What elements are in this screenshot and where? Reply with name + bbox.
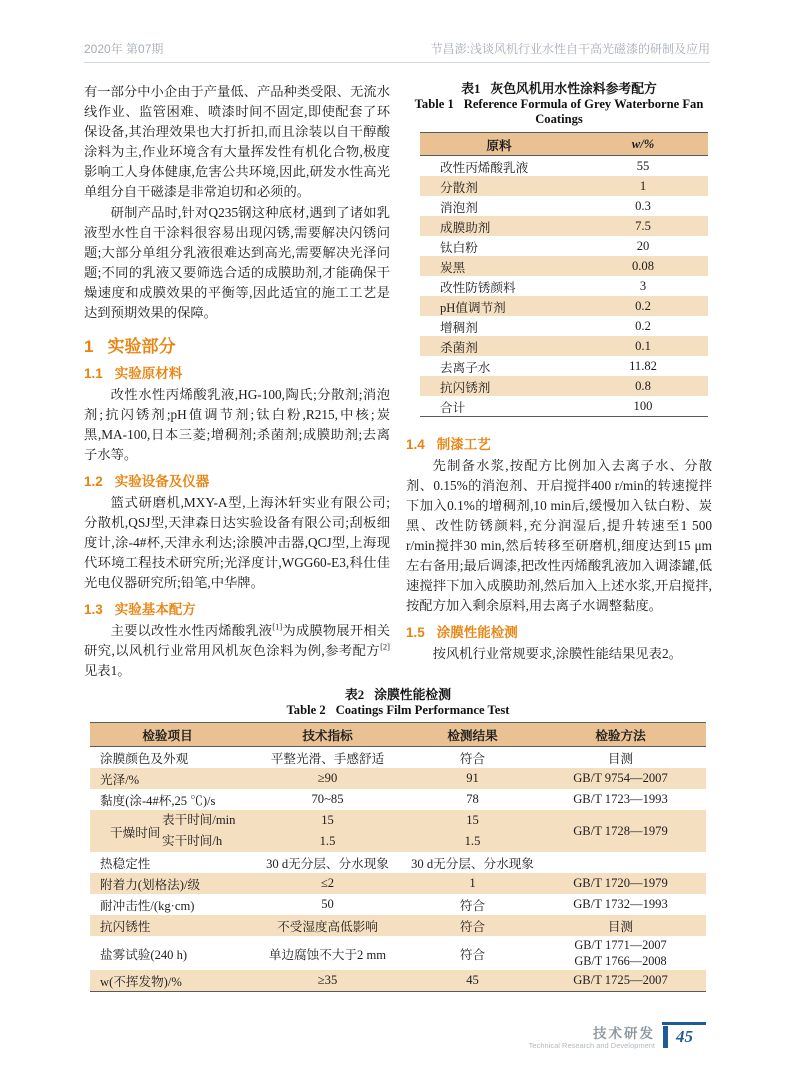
subsection-heading-1-2: 1.2 实验设备及仪器 <box>84 474 210 489</box>
citation-ref-1: [1] <box>272 621 283 632</box>
cell-material: pH值调节剂 <box>440 300 506 315</box>
performance-table-block <box>90 688 706 992</box>
table-row: 黏度(涂-4#杯,25 ℃)/s 70~85 78 GB/T 1723—1993 <box>100 792 668 808</box>
paragraph-testing: 按风机行业常规要求,涂膜性能结果见表2。 <box>432 646 682 661</box>
table-row <box>420 336 708 356</box>
table-row: 附着力(划格法)/级 ≤2 1 GB/T 1720—1979 <box>90 873 706 894</box>
table-row <box>420 156 708 176</box>
cell-value: 3 <box>639 278 647 293</box>
formula-table-header <box>420 133 708 156</box>
page-header <box>84 40 710 63</box>
cell-material: 成膜助剂 <box>440 220 491 235</box>
paragraph-materials: 改性水性丙烯酸乳液,HG-100,陶氏;分散剂;消泡剂;抗闪锈剂;pH值调节剂;钛白粉,R215,中核;炭黑,MA-100,日本三菱;增稠剂;杀菌剂;成膜助剂;去离子水等。 <box>84 387 390 462</box>
section-heading-1: 1 实验部分 <box>84 337 176 356</box>
body-columns <box>84 82 712 682</box>
performance-table-header <box>90 723 706 747</box>
paragraph-equipment: 篮式研磨机,MXY-A型,上海沐轩实业有限公司;分散机,QSJ型,天津森日达实验设备有限公司;刮板细度计,涂-4#杯,天津永利达;涂膜冲击器,QCJ型,上海现代环境工程技术研究所;光泽度计,WGG60-E3,科仕佳光电仪器研究所;铅笔,中华牌。 <box>84 495 390 590</box>
cell-material: 钛白粉 <box>440 240 478 255</box>
formula-table-body <box>420 156 708 416</box>
paragraph-formula: 主要以改性水性丙烯酸乳液[1]为成膜物展开相关研究,以风机行业常用风机灰色涂料为例,参考配方[2]见表1。 <box>84 621 391 678</box>
table-row-salt-spray: 盐雾试验(240 h) 单边腐蚀不大于2 mm 符合 GB/T 1771—2007 GB/T 1766—2008 <box>100 938 667 968</box>
cell-value: 0.08 <box>631 258 655 273</box>
column-header-weight-percent: w/% <box>631 136 655 151</box>
cell-material: 改性丙烯酸乳液 <box>440 160 529 175</box>
footer-section-label: 技术研发 <box>593 1026 655 1041</box>
page-number-frame <box>662 1022 706 1048</box>
table2-caption-cn: 表2 涂膜性能检测 <box>345 688 451 702</box>
formula-table <box>420 132 708 417</box>
cell-value: 0.8 <box>635 378 651 393</box>
table-row <box>420 396 708 416</box>
cell-material: 消泡剂 <box>440 200 478 215</box>
page-footer <box>0 1022 706 1051</box>
citation-ref-2: [2] <box>380 641 390 652</box>
table-row <box>420 176 708 196</box>
cell-material: 炭黑 <box>440 260 466 275</box>
table-row-drying-time: 干燥时间 表干时间/min 实干时间/h 15 1.5 15 1.5 GB/T 1728—1979 <box>90 810 706 852</box>
issue-label: 2020年 第07期 <box>84 42 164 56</box>
table-row <box>420 236 708 256</box>
table-row: 耐冲击性/(kg·cm) 50 符合 GB/T 1732—1993 <box>100 897 668 913</box>
cell-value: 55 <box>636 158 650 173</box>
table-row <box>420 296 708 316</box>
cell-value: 0.2 <box>635 298 651 313</box>
table-row <box>420 216 708 236</box>
paragraph-process: 先制备水浆,按配方比例加入去离子水、分散剂、0.15%的消泡剂、开启搅拌400 r/min的转速搅拌下加入0.1%的增稠剂,10 min后,缓慢加入钛白粉、炭黑、改性防锈颜料,充分润湿后,提升转速至1 500 r/min搅拌30 min,然后转移至研磨机,细度达到15 μm左右备用;最后调漆,把改性丙烯酸乳液加入调漆罐,低速搅拌下加入成膜助剂,然后加入上述水浆,开启搅拌,按配方加入剩余原料,用去离子水调整黏度。 <box>406 458 712 613</box>
subsection-heading-1-4: 1.4 制漆工艺 <box>406 437 491 452</box>
subsection-heading-1-3: 1.3 实验基本配方 <box>84 602 196 617</box>
column-header-material: 原料 <box>486 138 512 153</box>
cell-value: 7.5 <box>635 218 651 233</box>
cell-value: 100 <box>633 398 653 413</box>
cell-material: 增稠剂 <box>440 320 478 335</box>
column-header-item: 检验项目 <box>142 729 193 743</box>
cell-material: 去离子水 <box>440 360 491 375</box>
page-number: 45 <box>663 1026 706 1048</box>
cell-value: 1 <box>639 178 647 193</box>
table-row: 涂膜颜色及外观 平整光滑、手感舒适 符合 目测 <box>100 752 634 766</box>
table-row <box>420 276 708 296</box>
cell-material: 分散剂 <box>440 180 478 195</box>
running-title: 节昌澎:浅谈风机行业水性自干高光磁漆的研制及应用 <box>430 42 710 56</box>
table2-caption-en: Table 2 Coatings Film Performance Test <box>286 703 510 717</box>
drying-time-label: 干燥时间 <box>110 825 161 840</box>
table1-caption-en-line2: Coatings <box>535 112 583 126</box>
cell-value: 11.82 <box>629 358 657 373</box>
table-row: w(不挥发物)/% ≥35 45 GB/T 1725—2007 <box>90 970 706 991</box>
table-row: 抗闪锈性 不受湿度高低影响 符合 目测 <box>90 915 706 936</box>
cell-material: 改性防锈颜料 <box>440 280 516 295</box>
table-row: 热稳定性 30 d无分层、分水现象 30 d无分层、分水现象 <box>100 857 534 871</box>
subsection-heading-1-1: 1.1 实验原材料 <box>84 366 183 381</box>
cell-material: 杀菌剂 <box>440 340 478 355</box>
footer-section-label-en: Technical Research and Development <box>528 1041 655 1050</box>
cell-material: 抗闪锈剂 <box>440 380 491 395</box>
cell-value: 0.2 <box>635 318 651 333</box>
table-row <box>420 196 708 216</box>
column-right <box>406 82 712 682</box>
table-row <box>420 316 708 336</box>
paragraph-intro-2: 研制产品时,针对Q235钢这种底材,遇到了诸如乳液型水性自干涂料很容易出现闪锈,需要解决闪锈问题;大部分单组分乳液很难达到高光,需要解决光泽问题;不同的乳液又要筛选合适的成膜助剂,才能确保干燥速度和成膜效果的平衡等,因此适宜的施工工艺是达到预期效果的保障。 <box>84 205 390 320</box>
cell-value: 0.3 <box>635 198 651 213</box>
subsection-heading-1-5: 1.5 涂膜性能检测 <box>406 625 518 640</box>
column-left <box>84 82 390 682</box>
column-header-method: 检验方法 <box>595 729 646 743</box>
column-header-spec: 技术指标 <box>302 729 353 743</box>
table1-caption-cn: 表1 灰色风机用水性涂料参考配方 <box>461 82 657 96</box>
column-header-result: 检测结果 <box>447 729 498 743</box>
table-row <box>420 376 708 396</box>
performance-table <box>90 722 706 992</box>
cell-value: 0.1 <box>635 338 651 353</box>
cell-material: 合计 <box>440 400 466 415</box>
paragraph-intro-1: 有一部分中小企由于产量低、产品种类受限、无流水线作业、监管困难、喷漆时间不固定,即使配套了环保设备,其治理效果也大打折扣,而且涂装以自干醇酸涂料为主,作业环境含有大量挥发性有机化合物,极度影响工人身体健康,危害公共环境,因此,研发水性高光单组分自干磁漆是非常迫切和必须的。 <box>84 84 390 199</box>
table1-caption-en: Table 1 Reference Formula of Grey Waterborne Fan <box>414 97 704 111</box>
table-row <box>420 256 708 276</box>
table-row <box>420 356 708 376</box>
cell-value: 20 <box>636 238 650 253</box>
table-row: 光泽/% ≥90 91 GB/T 9754—2007 <box>90 768 706 789</box>
